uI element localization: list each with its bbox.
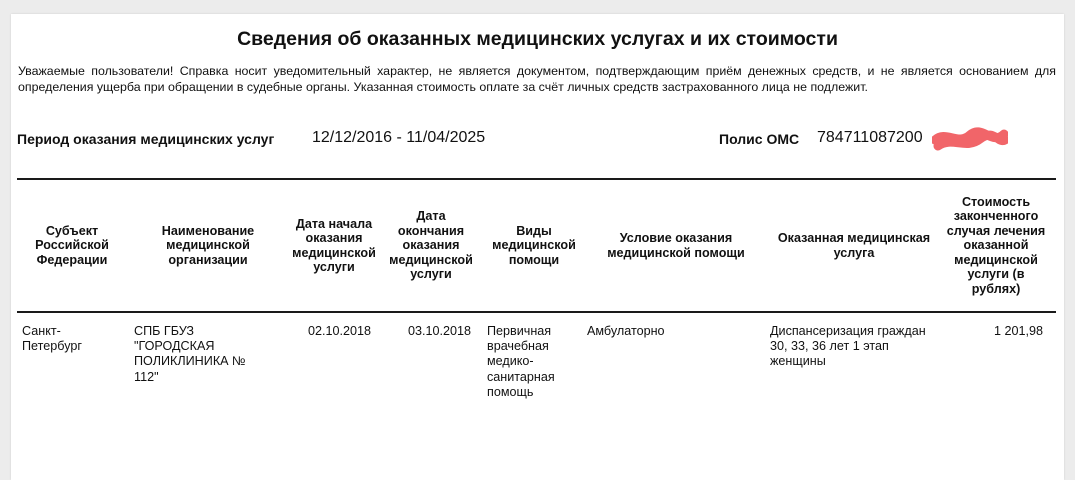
header-region: Субъект Российской Федерации: [35, 223, 109, 267]
header-end-date: Дата окончания оказания медицинской услуги: [389, 209, 473, 282]
notice-text: Уважаемые пользователи! Справка носит уведомительный характер, не является документом, подтверждающим приём денежных средств, и не является основанием для определения ущерба при обращении в судебные органы. Указанная стоимость оплате за счёт личных средств застрахованного лица не подлежит.: [18, 64, 1056, 94]
period-value: 12/12/2016 - 11/04/2025: [312, 129, 486, 146]
header-care-type: Виды медицинской помощи: [492, 223, 576, 267]
cell-end-date: 03.10.2018: [407, 324, 471, 338]
cell-care-type: Первичная врачебная медико-санитарная помощь: [487, 324, 555, 399]
cell-condition: Амбулаторно: [587, 324, 665, 338]
policy-number: 784711087200: [817, 129, 923, 146]
redaction-scribble: [932, 126, 1008, 152]
header-start-date: Дата начала оказания медицинской услуги: [292, 216, 376, 274]
header-condition: Условие оказания медицинской помощи: [607, 231, 745, 260]
policy-label: Полис ОМС: [719, 131, 800, 147]
table-header-rule: [17, 311, 1056, 313]
cell-organization: СПБ ГБУЗ "ГОРОДСКАЯ ПОЛИКЛИНИКА № 112": [134, 324, 246, 384]
document-title: Сведения об оказанных медицинских услугах и их стоимости: [237, 28, 838, 50]
header-service: Оказанная медицинская услуга: [777, 231, 931, 260]
cell-service: Диспансеризация граждан 30, 33, 36 лет 1 этап женщины: [770, 324, 926, 369]
header-cost: Стоимость законченного случая лечения оказанной медицинской услуги (в рублях): [946, 194, 1046, 296]
cell-cost: 1 201,98: [993, 324, 1043, 338]
header-organization: Наименование медицинской организации: [161, 223, 255, 267]
cell-region: Санкт-Петербург: [22, 324, 82, 354]
period-label: Период оказания медицинских услуг: [17, 131, 275, 147]
cell-start-date: 02.10.2018: [307, 324, 371, 338]
document-page: [11, 14, 1064, 480]
